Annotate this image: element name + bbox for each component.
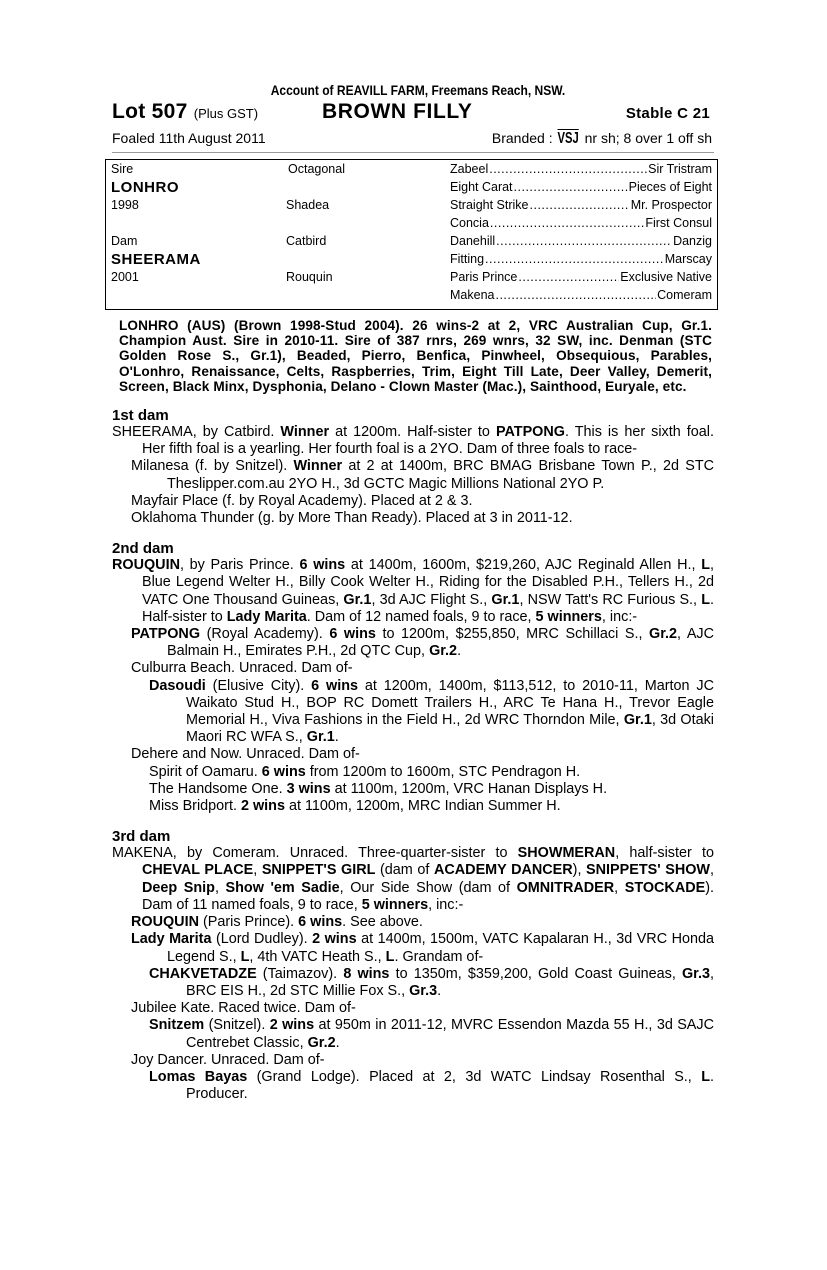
great-grandsire: Exclusive Native: [620, 270, 712, 284]
pedigree-entry: Oklahoma Thunder (g. by More Than Ready). Placed at 3 in 2011-12.: [131, 510, 573, 527]
dot-leader: [495, 288, 656, 302]
third-dam-section: [112, 829, 714, 1103]
pedigree-entry: Culburra Beach. Unraced. Dam of-: [131, 660, 353, 677]
section-body: [112, 845, 714, 1103]
grandparent-row: [450, 180, 712, 194]
dam-dam: Rouquin: [286, 270, 333, 284]
grandparent-row: [450, 270, 712, 284]
grandparent-row: [450, 252, 712, 266]
dam-sire: Catbird: [286, 234, 327, 248]
foaled-date: Foaled 11th August 2011: [112, 130, 266, 146]
sire-dam: Shadea: [286, 198, 330, 212]
dam-name: SHEERAMA: [111, 251, 201, 268]
pedigree-entry: The Handsome One. 3 wins at 1100m, 1200m, VRC Hanan Displays H.: [149, 780, 608, 797]
branded-label: Branded :: [491, 130, 553, 146]
foaling-brand-row: [112, 130, 714, 153]
pedigree-entry: Dasoudi (Elusive City). 6 wins at 1200m, 1400m, $113,512, to 2010-11, Marton JC Waikato Stud H., BOP RC Domett Trailers H., ARC Te Hana H., Trevor Eagle Memorial H., Viva Fashions in the Field H., 2d WRC Thorndon Mile, Gr.1, 3d Otaki Maori RC WFA S., Gr.1.: [149, 677, 714, 746]
brand-mark-icon: $\overline{VSJ}$: [558, 130, 580, 147]
dot-leader: [514, 180, 628, 194]
section-title: 2nd dam: [112, 540, 174, 558]
granddam: Makena: [450, 288, 495, 302]
brand-info: [492, 130, 712, 148]
dot-leader: [518, 270, 619, 284]
sire-year: 1998: [111, 198, 139, 212]
pedigree-entry: ROUQUIN, by Paris Prince. 6 wins at 1400m, 1600m, $219,260, AJC Reginald Allen H., L, Blue Legend Welter H., Billy Cook Welter H., Riding for the Disabled P.H., Tellers H., 2d VATC One Thousand Guineas, Gr.1, 3d AJC Flight S., Gr.1, NSW Tatt's RC Furious S., L. Half-sister to Lady Marita. Dam of 12 named foals, 9 to race, 5 winners, inc:-: [112, 557, 714, 625]
pedigree-entry: Spirit of Oamaru. 6 wins from 1200m to 1600m, STC Pendragon H.: [149, 763, 581, 780]
pedigree-entry: PATPONG (Royal Academy). 6 wins to 1200m, $255,850, MRC Schillaci S., Gr.2, AJC Balmain H., Emirates P.H., 2d QTC Cup, Gr.2.: [131, 626, 715, 660]
dot-leader: [496, 234, 672, 248]
granddam: Fitting: [450, 252, 485, 266]
grandsire: Danehill: [450, 234, 496, 248]
pedigree-entry: Lady Marita (Lord Dudley). 2 wins at 1400m, 1500m, VATC Kapalaran H., 3d VRC Honda Legend S., L, 4th VATC Heath S., L. Grandam of-: [131, 931, 714, 965]
vendor-account: Account of REAVILL FARM, Freemans Reach, NSW.: [270, 82, 566, 98]
sire-label: Sire: [111, 162, 134, 176]
sire-sire: Octagonal: [288, 162, 345, 176]
great-grandsire: Sir Tristram: [648, 162, 712, 176]
sire-summary: LONHRO (AUS) (Brown 1998-Stud 2004). 26 wins-2 at 2, VRC Australian Cup, Gr.1. Champion Aust. Sire in 2010-11. Sire of 387 rnrs, 269 wnrs, 32 SW, inc. Denman (STC Golden Rose S., Gr.1), Beaded, Pierro, Benfica, Pinwheel, Obsequious, Parables, O'Lonhro, Renaissance, Celts, Raspberries, Trim, Eight Till Late, Deer Valley, Demerit, Screen, Black Minx, Dysphonia, Delano - Clown Master (Mac.), Sainthood, Euryale, etc.: [119, 318, 712, 394]
section-title: 3rd dam: [112, 828, 171, 846]
great-grandsire: First Consul: [645, 216, 712, 230]
plus-gst-note: (Plus GST): [193, 106, 259, 121]
grandparent-row: [450, 162, 712, 176]
pedigree-entry: Mayfair Place (f. by Royal Academy). Placed at 2 & 3.: [131, 492, 473, 509]
dam-year: 2001: [111, 270, 139, 284]
dot-leader: [489, 162, 647, 176]
pedigree-entry: Milanesa (f. by Snitzel). Winner at 2 at 1400m, BRC BMAG Brisbane Town P., 2d STC Theslipper.com.au 2YO H., 3d GCTC Magic Millions National 2YO P.: [131, 458, 714, 492]
catalogue-page: [112, 82, 714, 1103]
pedigree-table: [105, 159, 718, 310]
second-dam-section: [112, 541, 714, 815]
great-grandsire: Mr. Prospector: [630, 198, 712, 212]
dam-label: Dam: [111, 234, 138, 248]
granddam: Eight Carat: [450, 180, 513, 194]
pedigree-entry: Miss Bridport. 2 wins at 1100m, 1200m, MRC Indian Summer H.: [149, 798, 561, 815]
branded-detail: nr sh; 8 over 1 off sh: [584, 130, 712, 146]
pedigree-entry: Lomas Bayas (Grand Lodge). Placed at 2, 3d WATC Lindsay Rosenthal S., L. Producer.: [149, 1068, 714, 1103]
pedigree-entry: Dehere and Now. Unraced. Dam of-: [131, 746, 360, 763]
pedigree-entry: MAKENA, by Comeram. Unraced. Three-quarter-sister to SHOWMERAN, half-sister to CHEVAL PLACE, SNIPPET'S GIRL (dam of ACADEMY DANCER), SNIPPETS' SHOW, Deep Snip, Show 'em Sadie, Our Side Show (dam of OMNITRADER, STOCKADE). Dam of 11 named foals, 9 to race, 5 winners, inc:-: [112, 845, 715, 913]
section-body: [112, 557, 714, 815]
grandparent-row: [450, 234, 712, 248]
grandparent-row: [450, 198, 712, 212]
grandsire: Paris Prince: [450, 270, 518, 284]
pedigree-entry: Snitzem (Snitzel). 2 wins at 950m in 2011-12, MVRC Essendon Mazda 55 H., 3d SAJC Centrebet Classic, Gr.2.: [149, 1017, 714, 1051]
great-grandsire: Marscay: [664, 252, 712, 266]
pedigree-entry: CHAKVETADZE (Taimazov). 8 wins to 1350m, $359,200, Gold Coast Guineas, Gr.3, BRC EIS H., 2d STC Millie Fox S., Gr.3.: [149, 965, 714, 999]
grandsire: Straight Strike: [450, 198, 529, 212]
grandparent-row: [450, 288, 712, 302]
lot-label: Lot 507: [112, 100, 188, 123]
sex-colour: BROWN FILLY: [322, 100, 473, 123]
granddam: Concia: [450, 216, 489, 230]
great-grandsire: Comeram: [657, 288, 712, 302]
stable-location: Stable C 21: [625, 105, 710, 122]
section-body: [112, 424, 714, 527]
first-dam-section: [112, 408, 714, 527]
pedigree-entry: Joy Dancer. Unraced. Dam of-: [131, 1051, 325, 1068]
pedigree-entry: ROUQUIN (Paris Prince). 6 wins. See above.: [131, 914, 423, 931]
sire-name: LONHRO: [111, 179, 179, 196]
section-title: 1st dam: [112, 407, 169, 425]
dot-leader: [485, 252, 664, 266]
lot-header-row: [112, 100, 714, 126]
great-grandsire: Pieces of Eight: [628, 180, 712, 194]
lot-number: [112, 100, 258, 124]
pedigree-entry: Jubilee Kate. Raced twice. Dam of-: [131, 1000, 356, 1017]
grandparent-row: [450, 216, 712, 230]
great-grandsire: Danzig: [673, 234, 712, 248]
pedigree-entry: SHEERAMA, by Catbird. Winner at 1200m. Half-sister to PATPONG. This is her sixth foal. Her fifth foal is a yearling. Her fourth foal is a 2YO. Dam of three foals to race-: [112, 424, 714, 458]
dot-leader: [530, 198, 630, 212]
dot-leader: [490, 216, 644, 230]
grandsire: Zabeel: [450, 162, 489, 176]
